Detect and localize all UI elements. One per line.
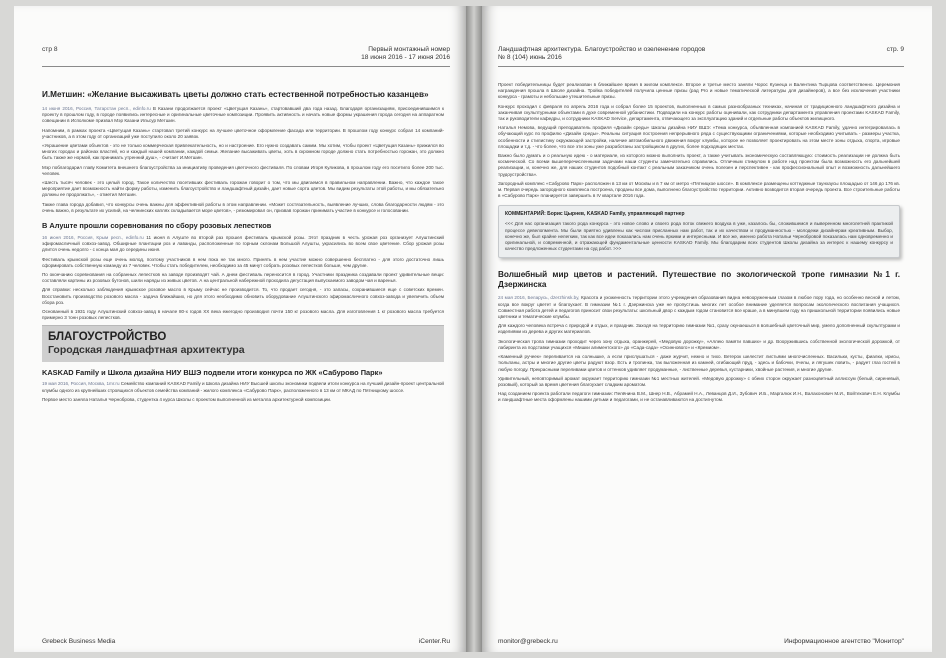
- right-p4: Важно было думать и о реальную идею - о материале, из которого можно выполнить проект, а также учитывать экономическую составляющую: стоимость реализации не должна быть космической. Со всеми вышеперечисленными задачами наши студенты замечательно справились. Отличным стимулом в работе над проектом была возможность его дальнейшей реализации, и, конечно же, для наших студентов подобный контакт с реальным заказчиком очень полезен и перспективен - как профессиональный опыт и возможность дальнейшего трудоустройства».: [498, 153, 900, 177]
- section-banner: [42, 325, 444, 362]
- comment-text: <<< Для нас организация такого рода конкурса - это новое слово и своего рода поток свежего воздуха в уже, казалось бы, сложившемся и выверенном многолетней практикой процессе девелопмента. Мы были приятно удивлены как числом присланных нам работ, так и их качеством и продуманностью - молодежи дизайнерам креативным. Выбор, конечно же, был крайне нелегким, так как все идеи показались нам очень яркими и интересными. И все же, именно работа Натальи Чернобровой показалась нам одновременно и оригинальной, и современной, и отражающей фундаментальные ценности KASKAD Family. Мы благодарим всех студентов Школы дизайна за интерес к нашему конкурсу и качество предложенных студентами на суд работ. >>>: [505, 221, 893, 252]
- right-article-p3: Экологическая тропа гимназии проходит через зону отдыха, оранжерей, «Медовую дорожку», «Аллею памяти павших» и др. Вооружившись собственной экологической дорожкой, от лабиринта из подставки учащихся «Мишки алиментского» до «Сада-сада» «Осиннового» и «Кремиом».: [498, 338, 900, 350]
- article1-p4: Мэр поблагодарил главу Комитета внешнего благоустройства за инициативу проведения цветочного фестиваля. По словам Игоря Куликова, в прошлом году его посетило более 200 тыс. человек.: [42, 164, 444, 176]
- right-article-p6: Над созданием проекта работали педагоги гимназии: Пелёнина В.М., Шнер Н.В., Абрамей Н.А., Леванцов Д.И., Зубович И.Б., Маргалюк И.Н., Валахонович М.И., Войтехович Е.Н. Клумбы и ландшафтные места оформлены нашими детьми и педагогами, и не останавливаются на достигнутом.: [498, 391, 900, 403]
- article3-title: KASKAD Family и Школа дизайна НИУ ВШЭ подвели итоги конкурса по ЖК «Сабурово Парк»: [42, 368, 383, 378]
- article2-dateline: 16 июня 2016, Россия, Крым респ., edinfo.ru: [42, 235, 144, 241]
- right-header-rule: [498, 66, 904, 67]
- article3-p2: Первое место заняла Наталья Черноброва, студентка 4 курса Школы с проектом выполненной из металла архитектурной композиции.: [42, 396, 332, 402]
- article2-p5: Основанный в 1931 году Алуштинский совхоз-завод в начале 80-х годов XX века ежегодно производил почти 150 кг розового масла. Для изготовления 1 кг розового масла требуется примерно 3 тонн розовых лепестков.: [42, 309, 444, 321]
- left-page-number: стр 8: [42, 46, 58, 53]
- page-gutter: [466, 6, 482, 652]
- left-header: [361, 46, 450, 62]
- right-article-dateline: 24 мая 2016, Беларусь, dzerzhinsk.by,: [498, 295, 580, 301]
- article1-p2: Напомним, в рамках проекта «Цветущая Казань» стартовал третий конкурс на лучшее цветочное оформление фасада или территории. В прошлом году конкурс собрал 14 компаний-участников, а в этом году от организаций уже поступило около 20 заявок.: [42, 127, 444, 139]
- comment-title: КОММЕНТАРИЙ: Борис Цырнев, KASKAD Family, управляющий партнер: [505, 211, 685, 218]
- article2-p4: Для справки: несколько заблюдения крымское розовое масло в Крыму сейчас не производится. То, что продает сегодня, - это запасы, сохранившиеся еще с советских времен. Восстановить производство розового масла - задача ближайших, но для этого необходимо обновить оборудование Алуштинского эфиромасличного совхоз-завода и увеличить объем сбора роз.: [42, 287, 444, 305]
- article1-p5: «Шесть тысяч человек - это целый город. Такое количество посетивших фестиваль горожан говорит о том, что мы двигаемся в правильном направлении. Важно, что каждое такое мероприятие дает возможность найти форму работы, изменить благоустройство и ландшафтный дизайн, дает новые сорта цветов. Мы видим результаты этой работы, и мы обязательно должны ее продолжать», - отметил Метшин.: [42, 180, 444, 198]
- left-footer-site: iCenter.Ru: [418, 638, 450, 645]
- article1-p6: Также глава города добавил, что конкурсы очень важны для эффективной работы в этом направлении. «Может состязательность, выявление лучших, слова благодарности людям - это очень важно, в результате их усилий, на челнинских каплях складывается море цветов», - резюмировал он, призвав горожан принимать участие в конкурсе и голосовании.: [42, 201, 444, 213]
- left-header-rule: [42, 66, 450, 67]
- article2-p2: Фестиваль крымской розы еще очень молод, поэтому участников в нем пока не так много. Принять в нем участие можно совершенно бесплатно - для этого достаточно лишь сформировать собственную команду из 7 человек. Чтобы стать победителем, необходимо за 45 минут собрать розовых лепестков больше, чем другие.: [42, 256, 444, 268]
- article2-lead: [42, 235, 444, 254]
- article2-title: В Алуште прошли соревнования по сбору розовых лепестков: [42, 221, 272, 231]
- article1-title: И.Метшин: «Желание высаживать цветы должно стать естественной потребностью казанцев»: [42, 90, 429, 99]
- article1-p1: В Казани продолжается проект «Цветущая Казань», стартовавший два года назад. Благодаря организациям, присоединившимся к проекту в прошлом году, в городе появились интересные и оригинальные цветочные композиции. Проявить активность и начать новые формы украшения города сегодня на аппаратном совещании в Исполкоме призвал Мэр Казани Ильсур Метшин.: [42, 106, 444, 124]
- left-page: [14, 6, 466, 652]
- right-p1: Проект победительницы будет реализован в ближайшее время в жилом комплексе. Второе и третье место заняли Чорос Кузнеца и Валентина Тырцова соответственно. Церемония награждения прошла в Школе дизайна. Тройка победителей получила ценные призы (рад Pro и новые тематической литературы для дизайнеров), а все без исключения участники конкурса - грамоты и небольшие утешительные призы.: [498, 82, 900, 100]
- article1-dateline: 14 июня 2016, Россия, Татарстан респ., edinfo.ru: [42, 106, 151, 111]
- right-header-issue: № 8 (104) июнь 2016: [498, 54, 562, 61]
- right-article-title: Волшебный мир цветов и растений. Путешествие по экологической тропе гимназии №1 г. Дзержинска: [498, 270, 900, 290]
- right-article-p5: Удивительный, неповторимый аромат окружает территорию гимназии №1 местных жителей. «Медовую дорожку» с обеих сторон окружает разноцветный аллиссум (белый, сиреневый, розовый), который за время цветения благоухает сладким ароматом.: [498, 375, 900, 387]
- right-article-lead: [498, 295, 900, 320]
- right-p2: Конкурс проходил с февраля по апрель 2016 года и собрал более 15 проектов, выполненных в самых разнообразных техниках, начиная от традиционного ландшафтного дизайна и заканчивая скульптурными объектами в духе современной урбанистики. Подводили на конкурс работы оценивали, как сотрудники департамента управления проектами KASKAD Family, так и руководители кафедры, и сотрудники KASKAD Service, департамента, отвечающего за эксплуатацию зданий и отдельные работы объектов жилищного.: [498, 103, 900, 122]
- article3-p1: Семейство компаний KASKAD Family и Школа дизайна НИУ Высшей школы экономики подвели итоги конкурса на лучший дизайн-проект центральной клумбы одного из крупнейших строящихся объектов семейства компаний - жилого комплекса «Сабурово Парк», расположенного в 13 км от МКАД по Пятницкому шоссе.: [42, 381, 444, 393]
- right-header-title: Ландшафтная архитектура. Благоустройство и озеленение городов: [498, 46, 706, 53]
- article1-lead: [42, 106, 444, 125]
- article3-dateline: 19 мая 2016, Россия, Москва, 1mr.ru: [42, 381, 120, 387]
- right-p5: Загородный комплекс «Сабурово Парк» расположен в 13 км от Москвы и в 7 км от метро «Пятницкое шоссе». В комплексе размещены коттеджные таунхаусы площадью от 146 до 176 кв. м. Первая очередь загородного комплекса построена, проданы все дома, выполнено благоустройство территории. Активно возводится вторая очередь проекта. Все строительные работы в «Сабурово Парк» планируется завершить в IV квартале 2016 года.: [498, 180, 900, 199]
- right-article-p4: «Каменный ручеек» переливается на солнышке, а если прислушаться - даже журчит, нежно и тихо. Ветерок шелестит листьями многочисленных. Васильки, кусты, фиалки, ирисы, тюльпаны, астры и многие другие цветы радуют взор. Есть и тропинка, так выложенная из камней, огибающий пруд, - здесь и бабочки, пчелы, и лягушек ловить, - радует глаз гостей в любую погоду. Прекрасными переливами цветов и оттенков удивляет продуманные, - лиственные деревья, кустарники, хвойные растения, и многие другие.: [498, 354, 900, 372]
- article2-p3: По окончанию соревнования на собранных лепестков на заводе производят чай. А днем фестиваль переносится в город. Участники праздника создавали проект удивительные вещи: составляли картины из розовых бутонов, шили наряды из живых цветов. А на центральной набережной проходила дегустация выпускаемого заводом чая и варенья.: [42, 272, 444, 284]
- comment-box: [498, 205, 900, 258]
- right-header: [498, 46, 705, 62]
- right-p3: Наталья Немова, ведущий преподаватель профиля «Дизайн среды» Школы дизайна НИУ ВШЭ: «Тема конкурса, объявленная компанией KASKAD Family, удачно интегрировалась в обучающий курс по профилю «Дизайн среды». Реальны ситуация построения непрерывного ряда с существующими ограничениями, которые необходимо учитывать - размеры участка, особенности и стилистику окружающей застройки, наличие автомобильного движения вокруг клумбы, которое не позволяет проектировать на этом месте зоны отдыха, спорта, игровые площадки и т.д. - что более, что все эти зоны уже разработаны застройщиком в других, более подходящих местах.: [498, 125, 900, 149]
- right-footer-agency: Информационное агентство "Монитор": [784, 638, 904, 645]
- section-title: БЛАГОУСТРОЙСТВО: [48, 331, 167, 344]
- left-footer-publisher: Grebeck Business Media: [42, 638, 116, 645]
- right-content: [498, 82, 900, 407]
- section-subtitle: Городская ландшафтная архитектура: [48, 344, 245, 357]
- article3-lead: [42, 381, 444, 393]
- article1-p3: «Украшение цветами объектов - это не только коммерческая привлекательность, но и настроение. Его нужно создавать самим. Мы хотим, чтобы проект «Цветущая Казань» прижился во многих городах и районах властей, но и каждый нашей компании, каждой семьи. Желание высаживать цветы, хоть в скромном городе должно стать потребностью горожан, это должно быть также же нормой, как принимать утренний душ», - считает И.Метшин.: [42, 143, 444, 161]
- right-page: [482, 6, 932, 652]
- left-header-title: Первый монтажный номер: [368, 46, 450, 53]
- right-article-p2: Для каждого человека встреча с природой и отдых, и праздник. Заходя на территорию гимназии №1, сразу окунаешься в волшебный цветочный мир, умело дополненный скульптурами и изделиями из дерева и других материалов.: [498, 323, 900, 335]
- left-content: [42, 90, 444, 406]
- right-page-number: стр. 9: [886, 46, 904, 53]
- right-footer-email: monitor@grebeck.ru: [498, 638, 558, 645]
- left-header-date: 18 июня 2016 - 17 июня 2016: [361, 54, 450, 61]
- article2-p1: 11 июня в Алуште во второй раз прошел фестиваль крымской розы. Этот праздник в честь урожая роз организует Алуштинский эфиромасличный совхоз-завод. Обширные плантации роз и лаванды, расположенные по горным склонам Большой Алушты, украсились во всем свое цветение. Сбор урожая розы длится очень недолго - с конца мая до середины июня.: [42, 235, 444, 253]
- right-article-p1: Красота и ухоженность территории этого учреждения образования видна невооруженным глазом в любое пору года, но особенно весной и летом, когда все вокруг цветет и благоухает. В гимназии №1 г. Дзержинска уже не пропустишь многих лет особое внимание уделяется вопросам экологического воспитания учащихся. Совместная работа детей и педагогов приносит свои результаты: школьный двор с каждым годом становится все краше, а в минувшем году на пришкольной территории появились новые цветники и тематические клумбы.: [498, 295, 900, 320]
